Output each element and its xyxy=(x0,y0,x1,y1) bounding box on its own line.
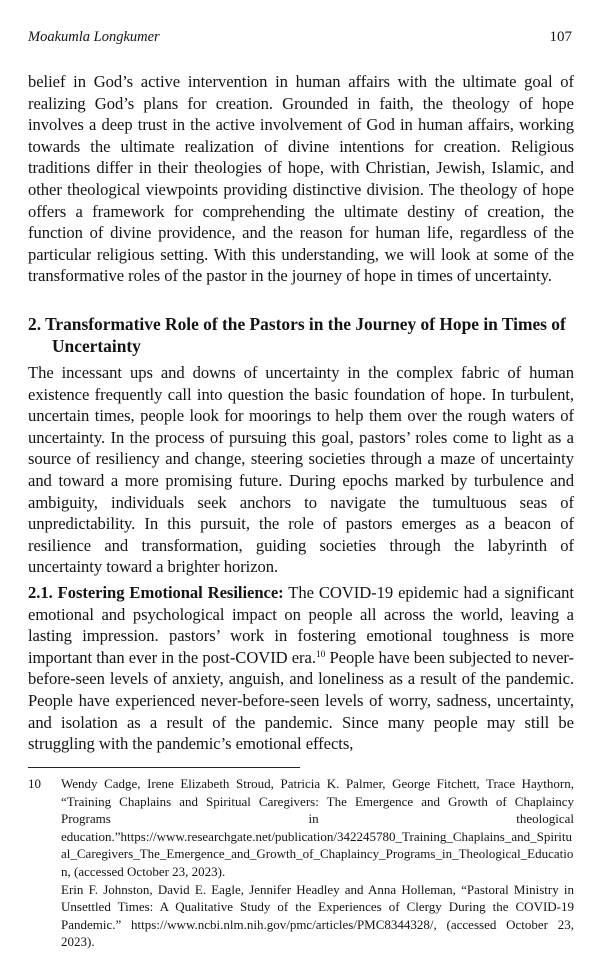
section-heading: 2. Transformative Role of the Pastors in the Journey of Hope in Times of Uncertainty xyxy=(28,314,566,356)
footnote-number: 10 xyxy=(28,776,41,791)
subsection-heading: 2.1. Fostering Emotional Resilience: xyxy=(28,583,284,602)
running-head: Moakumla Longkumer xyxy=(28,29,160,45)
footnote-divider xyxy=(28,767,300,768)
footnote-entry-2: Erin F. Johnston, David E. Eagle, Jennifer Headley and Anna Holleman, “Pastoral Ministry in Unsettled Times: A Qualitative Study of the Experiences of Clergy During the COVID-19 Pandemic.” https://www.ncbi.nlm.nih.gov/pmc/articles/PMC8344328/, (accessed October 23, 2023). xyxy=(61,881,574,950)
footnote-reference: 10 xyxy=(315,649,326,660)
paragraph-3-text-part-2: People have been subjected to never-before-seen levels of anxiety, anguish, and loneliness as a result of the pandemic. People have experienced never-before-seen levels of worry, sadness, uncertainty, and isolation as a result of the pandemic. Since many people may still be struggling with the pandemic’s emotional effects, xyxy=(28,647,574,754)
body-paragraph-3 xyxy=(28,582,574,755)
body-paragraph-2: The incessant ups and downs of uncertainty in the complex fabric of human existence frequently call into question the basic foundation of hope. In turbulent, uncertain times, people look for moorings to help them over the rough waters of uncertainty. In the process of pursuing this goal, pastors’ roles come to light as a source of resiliency and change, steering societies through a maze of uncertainty and toward a more promising future. During epochs marked by turbulence and ambiguity, individuals seek anchors to navigate the tumultuous seas of unpredictability. In this pursuit, the role of pastors emerges as a beacon of resilience and transformation, guiding societies through the labyrinth of uncertainty toward a brighter horizon. xyxy=(28,363,574,577)
page-number: 107 xyxy=(549,29,572,45)
footnote-entry-1: Wendy Cadge, Irene Elizabeth Stroud, Patricia K. Palmer, George Fitchett, Trace Haythorn, “Training Chaplains and Spiritual Caregivers: The Emergence and Growth of Chaplaincy Programs in theological education.”https://www.researchgate.net/publication/342245780_Training_Chaplains_and_Spiritual_Caregivers_The_Emergence_and_Growth_of_Chaplaincy_Programs_in_Theological_Education, (accessed October 23, 2023). xyxy=(61,776,574,879)
body-paragraph-1: belief in God’s active intervention in human affairs with the ultimate goal of realizing God’s plans for creation. Grounded in faith, the theology of hope involves a deep trust in the active involvement of God in human affairs, working towards the ultimate realization of divine intentions for creation. Religious traditions differ in their theologies of hope, with Christian, Jewish, Islamic, and other theological viewpoints providing distinctive division. The theology of hope offers a framework for comprehending the ultimate destiny of creation, the function of divine providence, and the reason for human life, regardless of the particular religious setting. With this understanding, we will look at some of the transformative roles of the pastor in the journey of hope in times of uncertainty. xyxy=(28,72,574,286)
page-header xyxy=(28,29,572,49)
footnotes xyxy=(28,775,574,951)
paragraph-3-text-part-1: The COVID-19 epidemic had a significant emotional and psychological impact on people all across the world, leaving a lasting impression. pastors’ work in fostering emotional toughness is more important than ever in the post-COVID era. xyxy=(28,583,574,667)
